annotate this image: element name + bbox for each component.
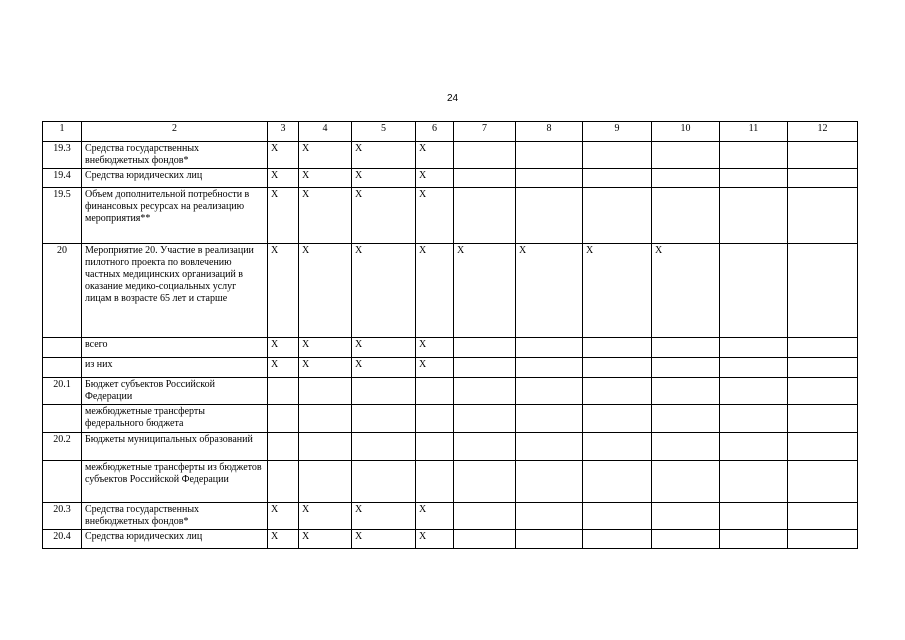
row-description: Средства государственных внебюджетных фондов* xyxy=(82,142,268,169)
mark-cell xyxy=(268,405,299,433)
mark-cell xyxy=(720,461,788,503)
row-number xyxy=(43,338,82,358)
mark-cell xyxy=(720,378,788,405)
mark-cell xyxy=(788,530,858,549)
mark-cell: X xyxy=(516,244,583,338)
mark-cell xyxy=(720,188,788,244)
table-row xyxy=(43,188,858,244)
mark-cell xyxy=(788,378,858,405)
mark-cell xyxy=(583,461,652,503)
row-description: из них xyxy=(82,358,268,378)
table-row xyxy=(43,405,858,433)
row-description: Мероприятие 20. Участие в реализации пилотного проекта по вовлечению частных медицинских организаций в оказание медико-социальных услуг лицам в возрасте 65 лет и старше xyxy=(82,244,268,338)
mark-cell xyxy=(788,405,858,433)
mark-cell xyxy=(516,358,583,378)
mark-cell xyxy=(454,405,516,433)
mark-cell xyxy=(583,503,652,530)
mark-cell xyxy=(416,378,454,405)
row-description: Бюджет субъектов Российской Федерации xyxy=(82,378,268,405)
mark-cell: X xyxy=(299,244,352,338)
mark-cell xyxy=(652,188,720,244)
mark-cell: X xyxy=(352,358,416,378)
row-number xyxy=(43,358,82,378)
table-row xyxy=(43,530,858,549)
mark-cell: X xyxy=(268,142,299,169)
row-description: межбюджетные трансферты федерального бюджета xyxy=(82,405,268,433)
row-number: 20.3 xyxy=(43,503,82,530)
mark-cell: X xyxy=(268,358,299,378)
mark-cell xyxy=(268,378,299,405)
mark-cell xyxy=(516,378,583,405)
mark-cell: X xyxy=(268,503,299,530)
mark-cell xyxy=(720,358,788,378)
mark-cell: X xyxy=(416,244,454,338)
mark-cell xyxy=(352,378,416,405)
mark-cell xyxy=(583,378,652,405)
mark-cell: X xyxy=(299,503,352,530)
mark-cell: X xyxy=(352,244,416,338)
mark-cell xyxy=(788,461,858,503)
column-header: 2 xyxy=(82,122,268,142)
row-description: Средства государственных внебюджетных фондов* xyxy=(82,503,268,530)
row-number: 20 xyxy=(43,244,82,338)
mark-cell xyxy=(516,405,583,433)
mark-cell xyxy=(268,433,299,461)
mark-cell: X xyxy=(454,244,516,338)
mark-cell xyxy=(720,169,788,188)
column-header: 10 xyxy=(652,122,720,142)
mark-cell xyxy=(454,433,516,461)
mark-cell: X xyxy=(416,530,454,549)
mark-cell: X xyxy=(299,142,352,169)
mark-cell: X xyxy=(268,530,299,549)
column-header: 12 xyxy=(788,122,858,142)
mark-cell xyxy=(652,142,720,169)
row-description: Средства юридических лиц xyxy=(82,530,268,549)
mark-cell xyxy=(720,405,788,433)
mark-cell xyxy=(583,142,652,169)
mark-cell: X xyxy=(416,188,454,244)
mark-cell xyxy=(788,244,858,338)
mark-cell xyxy=(652,461,720,503)
column-header: 9 xyxy=(583,122,652,142)
mark-cell xyxy=(454,338,516,358)
row-number: 19.4 xyxy=(43,169,82,188)
column-header: 11 xyxy=(720,122,788,142)
mark-cell xyxy=(652,378,720,405)
row-number: 20.1 xyxy=(43,378,82,405)
table-row xyxy=(43,503,858,530)
row-description: межбюджетные трансферты из бюджетов субъектов Российской Федерации xyxy=(82,461,268,503)
column-header: 8 xyxy=(516,122,583,142)
mark-cell xyxy=(516,503,583,530)
table-row xyxy=(43,338,858,358)
mark-cell xyxy=(416,405,454,433)
page-number: 24 xyxy=(446,93,459,104)
mark-cell: X xyxy=(352,503,416,530)
mark-cell xyxy=(583,188,652,244)
mark-cell xyxy=(720,244,788,338)
row-number xyxy=(43,405,82,433)
mark-cell xyxy=(454,503,516,530)
header-row xyxy=(43,122,858,142)
row-number: 20.4 xyxy=(43,530,82,549)
mark-cell xyxy=(268,461,299,503)
mark-cell: X xyxy=(299,188,352,244)
mark-cell: X xyxy=(352,338,416,358)
financing-table xyxy=(42,121,858,549)
row-description: Средства юридических лиц xyxy=(82,169,268,188)
row-number: 19.3 xyxy=(43,142,82,169)
row-description: Объем дополнительной потребности в финансовых ресурсах на реализацию мероприятия** xyxy=(82,188,268,244)
mark-cell xyxy=(454,461,516,503)
table-row xyxy=(43,142,858,169)
mark-cell xyxy=(652,405,720,433)
mark-cell xyxy=(788,169,858,188)
table-row xyxy=(43,358,858,378)
mark-cell xyxy=(454,142,516,169)
mark-cell: X xyxy=(583,244,652,338)
table-row xyxy=(43,244,858,338)
mark-cell xyxy=(720,530,788,549)
column-header: 7 xyxy=(454,122,516,142)
mark-cell xyxy=(516,338,583,358)
table-row xyxy=(43,433,858,461)
mark-cell xyxy=(416,433,454,461)
row-description: всего xyxy=(82,338,268,358)
mark-cell: X xyxy=(416,338,454,358)
row-number xyxy=(43,461,82,503)
mark-cell: X xyxy=(299,169,352,188)
mark-cell xyxy=(652,530,720,549)
mark-cell: X xyxy=(268,188,299,244)
mark-cell xyxy=(516,530,583,549)
mark-cell xyxy=(583,338,652,358)
mark-cell: X xyxy=(352,188,416,244)
mark-cell xyxy=(516,188,583,244)
table-row xyxy=(43,461,858,503)
mark-cell: X xyxy=(299,358,352,378)
mark-cell: X xyxy=(416,169,454,188)
mark-cell xyxy=(720,433,788,461)
mark-cell xyxy=(652,503,720,530)
mark-cell xyxy=(720,142,788,169)
mark-cell xyxy=(416,461,454,503)
mark-cell: X xyxy=(268,244,299,338)
mark-cell xyxy=(788,433,858,461)
mark-cell xyxy=(652,358,720,378)
mark-cell xyxy=(299,433,352,461)
mark-cell xyxy=(788,358,858,378)
row-number: 19.5 xyxy=(43,188,82,244)
row-number: 20.2 xyxy=(43,433,82,461)
mark-cell xyxy=(454,188,516,244)
mark-cell: X xyxy=(299,530,352,549)
mark-cell xyxy=(583,358,652,378)
column-header: 3 xyxy=(268,122,299,142)
mark-cell: X xyxy=(652,244,720,338)
row-description: Бюджеты муниципальных образований xyxy=(82,433,268,461)
mark-cell xyxy=(454,378,516,405)
mark-cell xyxy=(583,405,652,433)
mark-cell: X xyxy=(416,358,454,378)
mark-cell xyxy=(652,169,720,188)
column-header: 1 xyxy=(43,122,82,142)
mark-cell xyxy=(352,405,416,433)
column-header: 4 xyxy=(299,122,352,142)
mark-cell xyxy=(720,503,788,530)
mark-cell xyxy=(454,358,516,378)
table-body xyxy=(43,122,858,549)
mark-cell xyxy=(516,461,583,503)
mark-cell xyxy=(583,433,652,461)
mark-cell: X xyxy=(416,142,454,169)
mark-cell xyxy=(352,433,416,461)
mark-cell: X xyxy=(352,142,416,169)
mark-cell xyxy=(788,338,858,358)
column-header: 6 xyxy=(416,122,454,142)
mark-cell xyxy=(788,503,858,530)
mark-cell: X xyxy=(352,169,416,188)
mark-cell xyxy=(352,461,416,503)
mark-cell xyxy=(516,142,583,169)
mark-cell: X xyxy=(352,530,416,549)
mark-cell xyxy=(454,169,516,188)
mark-cell xyxy=(299,461,352,503)
column-header: 5 xyxy=(352,122,416,142)
mark-cell xyxy=(652,433,720,461)
mark-cell xyxy=(516,169,583,188)
mark-cell xyxy=(652,338,720,358)
mark-cell: X xyxy=(299,338,352,358)
table-row xyxy=(43,378,858,405)
mark-cell: X xyxy=(416,503,454,530)
mark-cell xyxy=(583,530,652,549)
mark-cell xyxy=(516,433,583,461)
mark-cell xyxy=(583,169,652,188)
mark-cell xyxy=(299,405,352,433)
mark-cell xyxy=(299,378,352,405)
mark-cell xyxy=(788,142,858,169)
mark-cell xyxy=(720,338,788,358)
mark-cell: X xyxy=(268,169,299,188)
mark-cell xyxy=(788,188,858,244)
mark-cell xyxy=(454,530,516,549)
table-row xyxy=(43,169,858,188)
mark-cell: X xyxy=(268,338,299,358)
